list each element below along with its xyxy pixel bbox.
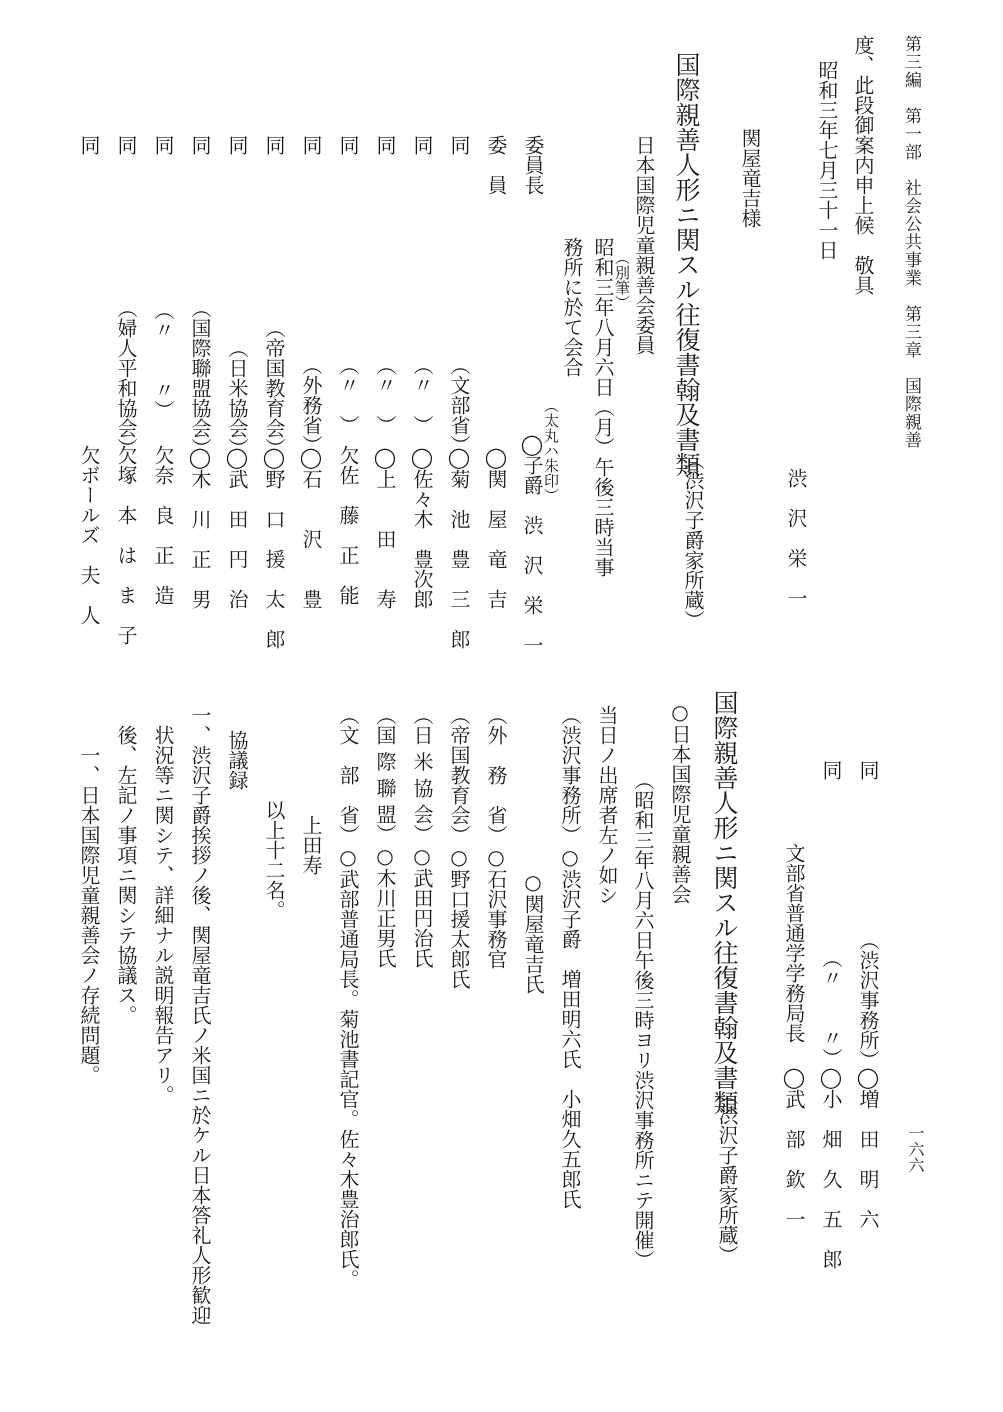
member-org: （国際聯盟協会） [188, 298, 212, 458]
same-mark: 同 [188, 135, 212, 155]
attendee-line: 上田寿 [299, 815, 323, 875]
running-title: 第三編 第一部 社会公共事業 第三章 国際親善 [901, 35, 921, 449]
member-name: ◯関 屋 竜 吉 [484, 445, 508, 609]
attendee-line: （渋沢事務所）○渋沢子爵 増田明六氏 小畑久五郎氏 [558, 705, 582, 1209]
member-name: ◯佐々木 豊次郎 [410, 445, 434, 609]
member-org: （帝国教育会） [262, 318, 286, 458]
member-org: （日米協会） [225, 338, 249, 458]
member-org: （〃 〃） [151, 300, 175, 420]
org-name: ○日本国際児童親善会 [668, 700, 692, 904]
minutes-title: 協議録 [225, 730, 249, 790]
total-count: 以上十二名。 [262, 800, 286, 920]
member-org: （〃 〃） [819, 948, 843, 1068]
member-name: ◯木 川 正 男 [188, 445, 212, 609]
meeting-place: 務所に於て会合 [560, 237, 584, 377]
member-org: （〃 ） [410, 355, 434, 435]
same-mark: 同 [77, 135, 101, 155]
member-name: 欠塚 本 は ま 子 [114, 445, 138, 645]
member-org: （〃 ） [336, 355, 360, 435]
letter-closing: 度、此段御案内申上候 敬具 [851, 35, 875, 295]
member-role: 同 [856, 760, 880, 780]
section-title: 国際親善人形ニ関スル往復書翰及書類 [672, 52, 701, 477]
member-role: 委 員 [484, 135, 508, 195]
annotation-note: （別筆） [613, 250, 631, 310]
meeting-title: 日本国際児童親善会委員 [632, 135, 656, 355]
member-name: ◯上 田 寿 [373, 445, 397, 609]
member-name: ◯小 畑 久 五 郎 [819, 1065, 843, 1269]
minutes-line: 一、渋沢子爵挨拶ノ後、関屋竜吉氏ノ米国ニ於ケル日本答礼人形歓迎 [188, 705, 212, 1325]
letter-addressee: 関屋竜吉様 [738, 128, 762, 228]
page-number: 一六六 [906, 1125, 925, 1173]
member-org: （婦人平和協会） [114, 298, 138, 458]
meeting-note: （昭和三年八月六日午後三時ヨリ渋沢事務所ニテ開催） [631, 770, 655, 1270]
same-mark: 同 [114, 135, 138, 155]
member-name: ◯増 田 明 六 [856, 1065, 880, 1229]
member-role: 同 [819, 760, 843, 780]
section-source-2: （渋沢子爵家所蔵） [715, 1085, 739, 1265]
letter-sender: 渋 沢 栄 一 [784, 468, 808, 608]
member-name: 欠奈 良 正 造 [151, 445, 175, 605]
member-org: （外務省） [299, 355, 323, 455]
member-name: ◯石 沢 豊 [299, 445, 323, 609]
attendee-line: （帝国教育会）○野口援太郎氏 [447, 705, 471, 989]
minutes-line: 一、日本国際児童親善会ノ存続問題。 [77, 745, 101, 1085]
member-org: （文部省） [447, 355, 471, 455]
member-org: （〃 ） [373, 355, 397, 435]
attendee-line: （国 際 聯 盟）○木川正男氏 [373, 705, 397, 969]
minutes-line: 状況等ニ関シテ、詳細ナル説明報告アリ。 [151, 725, 175, 1105]
same-mark: 同 [447, 135, 471, 155]
same-mark: 同 [151, 135, 175, 155]
member-org: （渋沢事務所） [856, 930, 880, 1070]
stamp-note: （太丸ハ朱印） [542, 398, 560, 503]
letter-date: 昭和三年七月三十一日 [815, 60, 839, 260]
member-name: ◯菊 池 豊 三 郎 [447, 445, 471, 649]
attendee-line: ○関屋竜吉氏 [521, 870, 545, 994]
same-mark: 同 [410, 135, 434, 155]
attendee-line: （外 務 省）○石沢事務官 [484, 705, 508, 969]
attendees-intro: 当日ノ出席者左ノ如シ [595, 705, 619, 905]
member-name: ◯野 口 援 太 郎 [262, 445, 286, 649]
attendee-line: （日 米 協 会）○武田円治氏 [410, 705, 434, 969]
minutes-line: 後、左記ノ事項ニ関シテ協議ス。 [114, 725, 138, 1025]
section-source: （渋沢子爵家所蔵） [681, 450, 705, 630]
attendee-line: （文 部 省）○武部普通局長。菊池書記官。佐々木豊治郎氏。 [336, 705, 360, 1289]
chair-name: 子爵 渋 沢 栄 一 [520, 455, 544, 655]
same-mark: 同 [299, 135, 323, 155]
member-name: 欠佐 藤 正 能 [336, 445, 360, 605]
extra-member-name: ◯武 部 欽 一 [782, 1065, 806, 1229]
chair-marker: ◯ [520, 432, 544, 456]
chair-role: 委員長 [521, 135, 545, 195]
section-title-2: 国際親善人形ニ関スル往復書翰及書類 [710, 690, 739, 1115]
member-name: ◯武 田 円 治 [225, 445, 249, 609]
same-mark: 同 [225, 135, 249, 155]
same-mark: 同 [373, 135, 397, 155]
same-mark: 同 [336, 135, 360, 155]
member-name: 欠ボールズ 夫 人 [77, 445, 101, 625]
extra-member-org: 文部省普通学学務局長 [782, 843, 806, 1043]
same-mark: 同 [262, 135, 286, 155]
meeting-date: 昭和三年八月六日（月）午後三時当事 [591, 237, 615, 577]
